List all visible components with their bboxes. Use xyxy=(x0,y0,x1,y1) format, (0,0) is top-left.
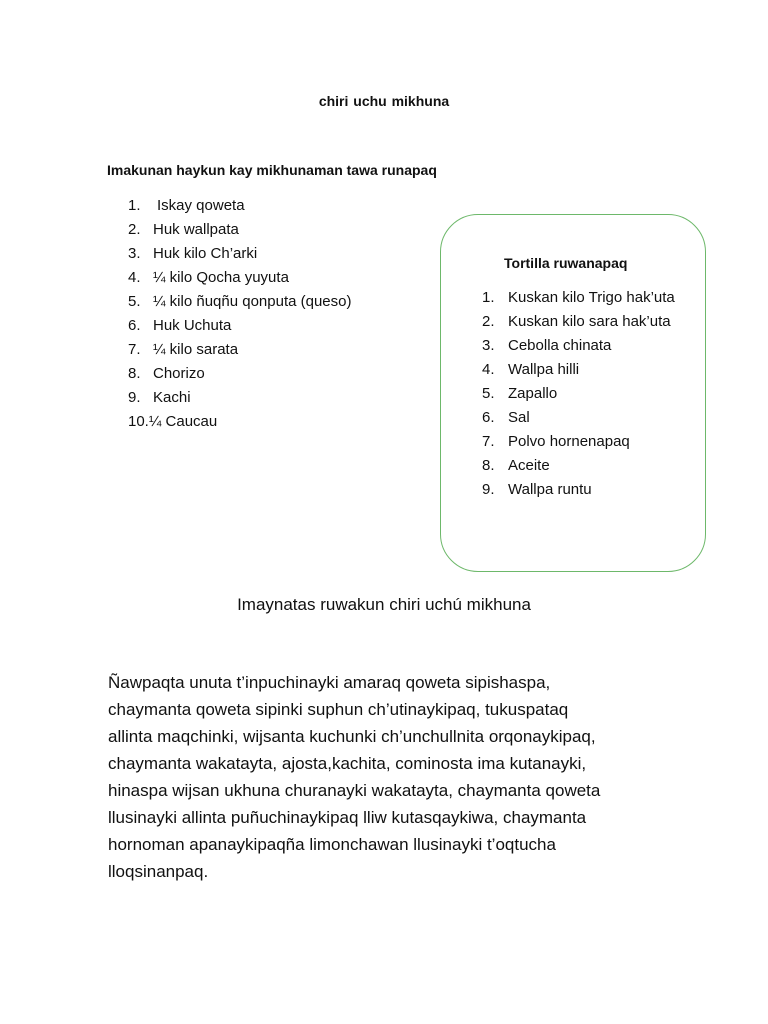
list-item xyxy=(482,382,675,406)
list-number: 4. xyxy=(482,361,495,378)
list-number: 8. xyxy=(482,457,495,474)
list-number: 9. xyxy=(128,389,141,406)
paragraph-line: chaymanta qoweta sipinki suphun ch’utinaykipaq, tukuspataq xyxy=(108,700,569,719)
list-item xyxy=(128,362,351,386)
paragraph-line: Ñawpaqta unuta t’inpuchinayki amaraq qoweta sipishaspa, xyxy=(108,673,551,692)
list-item xyxy=(128,266,351,290)
paragraph-line: lloqsinanpaq. xyxy=(108,862,209,881)
list-item-text: Chorizo xyxy=(153,365,205,382)
list-item-text: Cebolla chinata xyxy=(508,337,612,354)
list-item xyxy=(482,334,675,358)
list-item-text: Wallpa hilli xyxy=(508,361,580,378)
list-number: 2. xyxy=(482,313,495,330)
ingredients-list xyxy=(128,194,351,434)
list-item-text: Kuskan kilo sara hak’uta xyxy=(508,313,671,330)
list-item-text: ¼ kilo sarata xyxy=(153,341,239,358)
list-item xyxy=(482,430,675,454)
list-item-text: ¼ kilo ñuqñu qonputa (queso) xyxy=(153,293,352,310)
list-number: 6. xyxy=(128,317,141,334)
list-number: 4. xyxy=(128,269,141,286)
tortilla-box xyxy=(440,214,706,572)
list-item xyxy=(128,194,351,218)
list-item-text: Polvo hornenapaq xyxy=(508,433,630,450)
paragraph-line: allinta maqchinki, wijsanta kuchunki ch’unchullnita orqonaykipaq, xyxy=(108,727,596,746)
list-item xyxy=(128,218,351,242)
list-item-text: Huk kilo Ch’arki xyxy=(153,245,258,262)
list-item xyxy=(128,386,351,410)
list-number: 1. xyxy=(482,289,495,306)
list-item-text: Sal xyxy=(508,409,530,426)
list-item-text: Kuskan kilo Trigo hak’uta xyxy=(508,289,675,306)
list-item-text: Kachi xyxy=(153,389,191,406)
list-number: 8. xyxy=(128,365,141,382)
list-item xyxy=(128,242,351,266)
list-number: 7. xyxy=(128,341,141,358)
list-number: 7. xyxy=(482,433,495,450)
list-number: 2. xyxy=(128,221,141,238)
list-item-text: Aceite xyxy=(508,457,550,474)
list-item xyxy=(482,358,675,382)
preparation-paragraph xyxy=(108,669,668,885)
list-number: 3. xyxy=(482,337,495,354)
list-item xyxy=(482,478,675,502)
list-number: 1. xyxy=(128,197,141,214)
list-item xyxy=(482,406,675,430)
list-item xyxy=(128,338,351,362)
list-item-text: Huk Uchuta xyxy=(153,317,232,334)
list-item xyxy=(128,290,351,314)
paragraph-line: hinaspa wijsan ukhuna churanayki wakatayta, chaymanta qoweta xyxy=(108,781,601,800)
list-item-text: ¼ kilo Qocha yuyuta xyxy=(153,269,289,286)
list-item-text: ¼ Caucau xyxy=(148,413,218,430)
list-item xyxy=(128,410,351,434)
paragraph-line: chaymanta wakatayta, ajosta,kachita, cominosta ima kutanayki, xyxy=(108,754,587,773)
list-item xyxy=(482,310,675,334)
list-item-text: Wallpa runtu xyxy=(508,481,592,498)
paragraph-line: hornoman apanaykipaqña limonchawan llusinayki t’oqtucha xyxy=(108,835,556,854)
list-number: 5. xyxy=(482,385,495,402)
list-number: 3. xyxy=(128,245,141,262)
preparation-heading: Imaynatas ruwakun chiri uchú mikhuna xyxy=(237,595,531,614)
list-item-text: Iskay qoweta xyxy=(157,197,245,214)
list-item xyxy=(482,454,675,478)
list-number: 5. xyxy=(128,293,141,310)
page-title: chiri uchu mikhuna xyxy=(318,93,450,109)
list-item-text: Zapallo xyxy=(508,385,558,402)
list-item-text: Huk wallpata xyxy=(153,221,239,238)
list-item xyxy=(482,286,675,310)
list-number: 10. xyxy=(128,413,149,430)
list-number: 6. xyxy=(482,409,495,426)
ingredients-heading: Imakunan haykun kay mikhunaman tawa runapaq xyxy=(107,162,437,178)
list-number: 9. xyxy=(482,481,495,498)
list-item xyxy=(128,314,351,338)
paragraph-line: llusinayki allinta puñuchinaykipaq lliw kutasqaykiwa, chaymanta xyxy=(108,808,587,827)
tortilla-heading: Tortilla ruwanapaq xyxy=(504,255,628,271)
tortilla-list xyxy=(482,286,675,502)
